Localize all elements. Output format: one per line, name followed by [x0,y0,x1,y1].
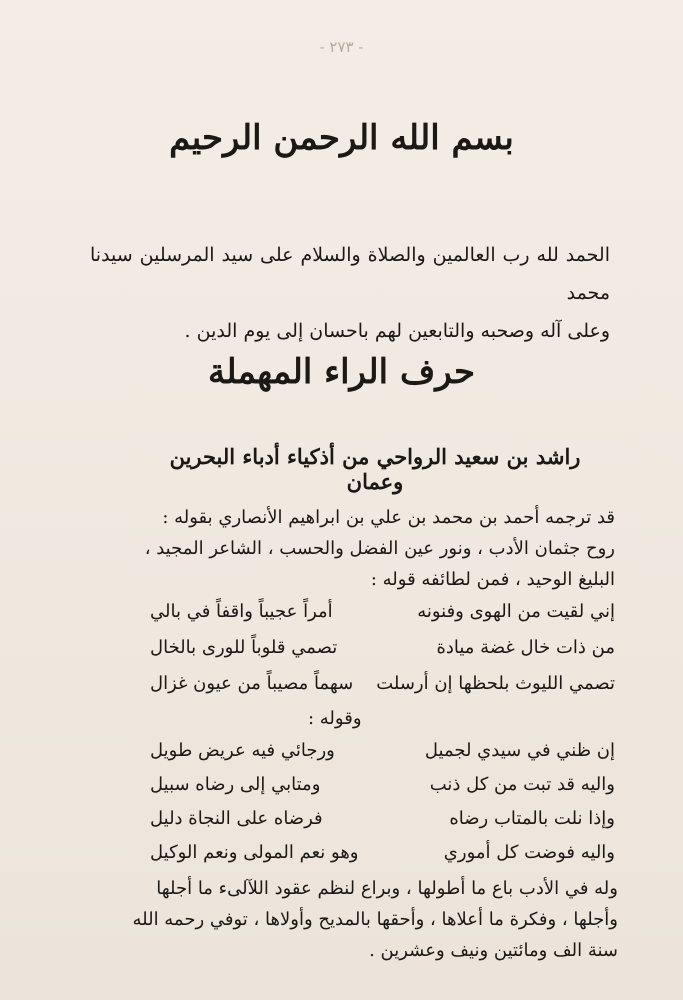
intro-line: وعلى آله وصحبه والتابعين لهم باحسان إلى يوم الدين . [184,320,610,342]
verse-second-hemistich: ومتابي إلى رضاه سبيل [150,774,321,795]
page-number: - ٢٧٣ - [319,38,364,56]
basmala-heading: بسم الله الرحمن الرحيم [169,118,514,158]
verse-line [150,666,615,702]
verse-first-hemistich: إن ظني في سيدي لجميل [424,740,615,761]
chapter-title: حرف الراء المهملة [208,352,475,392]
poem-verses-2 [150,734,615,870]
verse-line [150,734,615,768]
verse-first-hemistich: إني لقيت من الهوى وفنونه [417,601,615,622]
verse-intro-label: وقوله : [308,708,362,729]
verse-line [150,630,615,666]
verse-first-hemistich: من ذات خال غضة ميادة [436,637,615,658]
verse-second-hemistich: وهو نعم المولى ونعم الوكيل [150,842,359,863]
verse-first-hemistich: واليه قد تبت من كل ذنب [429,774,615,795]
verse-first-hemistich: وإذا نلت بالمتاب رضاه [449,808,615,829]
biography-paragraph [105,502,615,595]
verse-second-hemistich: أمراً عجيباً واقفاً في بالي [150,601,333,622]
closing-paragraph [100,873,618,966]
verse-line [150,594,615,630]
verse-second-hemistich: فرضاه على النجاة دليل [150,808,323,829]
verse-second-hemistich: ورجائي فيه عريض طويل [150,740,335,761]
paragraph-line: روح جثمان الأدب ، ونور عين الفضل والحسب ، الشاعر المجيد ، [144,538,615,559]
verse-first-hemistich: واليه فوضت كل أموري [443,842,615,863]
verse-first-hemistich: تصمي الليوث بلحظها إن أرسلت [376,673,615,694]
verse-line [150,802,615,836]
poem-verses-1 [150,594,615,702]
verse-line [150,768,615,802]
intro-line: الحمد لله رب العالمين والصلاة والسلام على سيد المرسلين سيدنا محمد [90,244,610,304]
verse-line [150,836,615,870]
closing-line: وله في الأدب باع ما أطولها ، وبراع لنظم عقود اللآلىء ما أجلها [156,878,618,899]
subject-title: راشد بن سعيد الرواحي من أذكياء أدباء البحرين وعمان [169,444,581,494]
paragraph-line: قد ترجمه أحمد بن محمد بن علي بن ابراهيم الأنصاري بقوله : [162,507,615,528]
closing-line: سنة الف ومائتين ونيف وعشرين . [369,940,618,961]
verse-second-hemistich: تصمي قلوباً للورى بالخال [150,637,338,658]
intro-paragraph [90,236,610,350]
paragraph-line: البليغ الوحيد ، فمن لطائفه قوله : [370,569,615,590]
closing-line: وأجلها ، وفكرة ما أعلاها ، وأحقها بالمديح وأولاها ، توفي رحمه الله [132,909,618,930]
verse-second-hemistich: سهماً مصيباً من عيون غزال [150,673,354,694]
